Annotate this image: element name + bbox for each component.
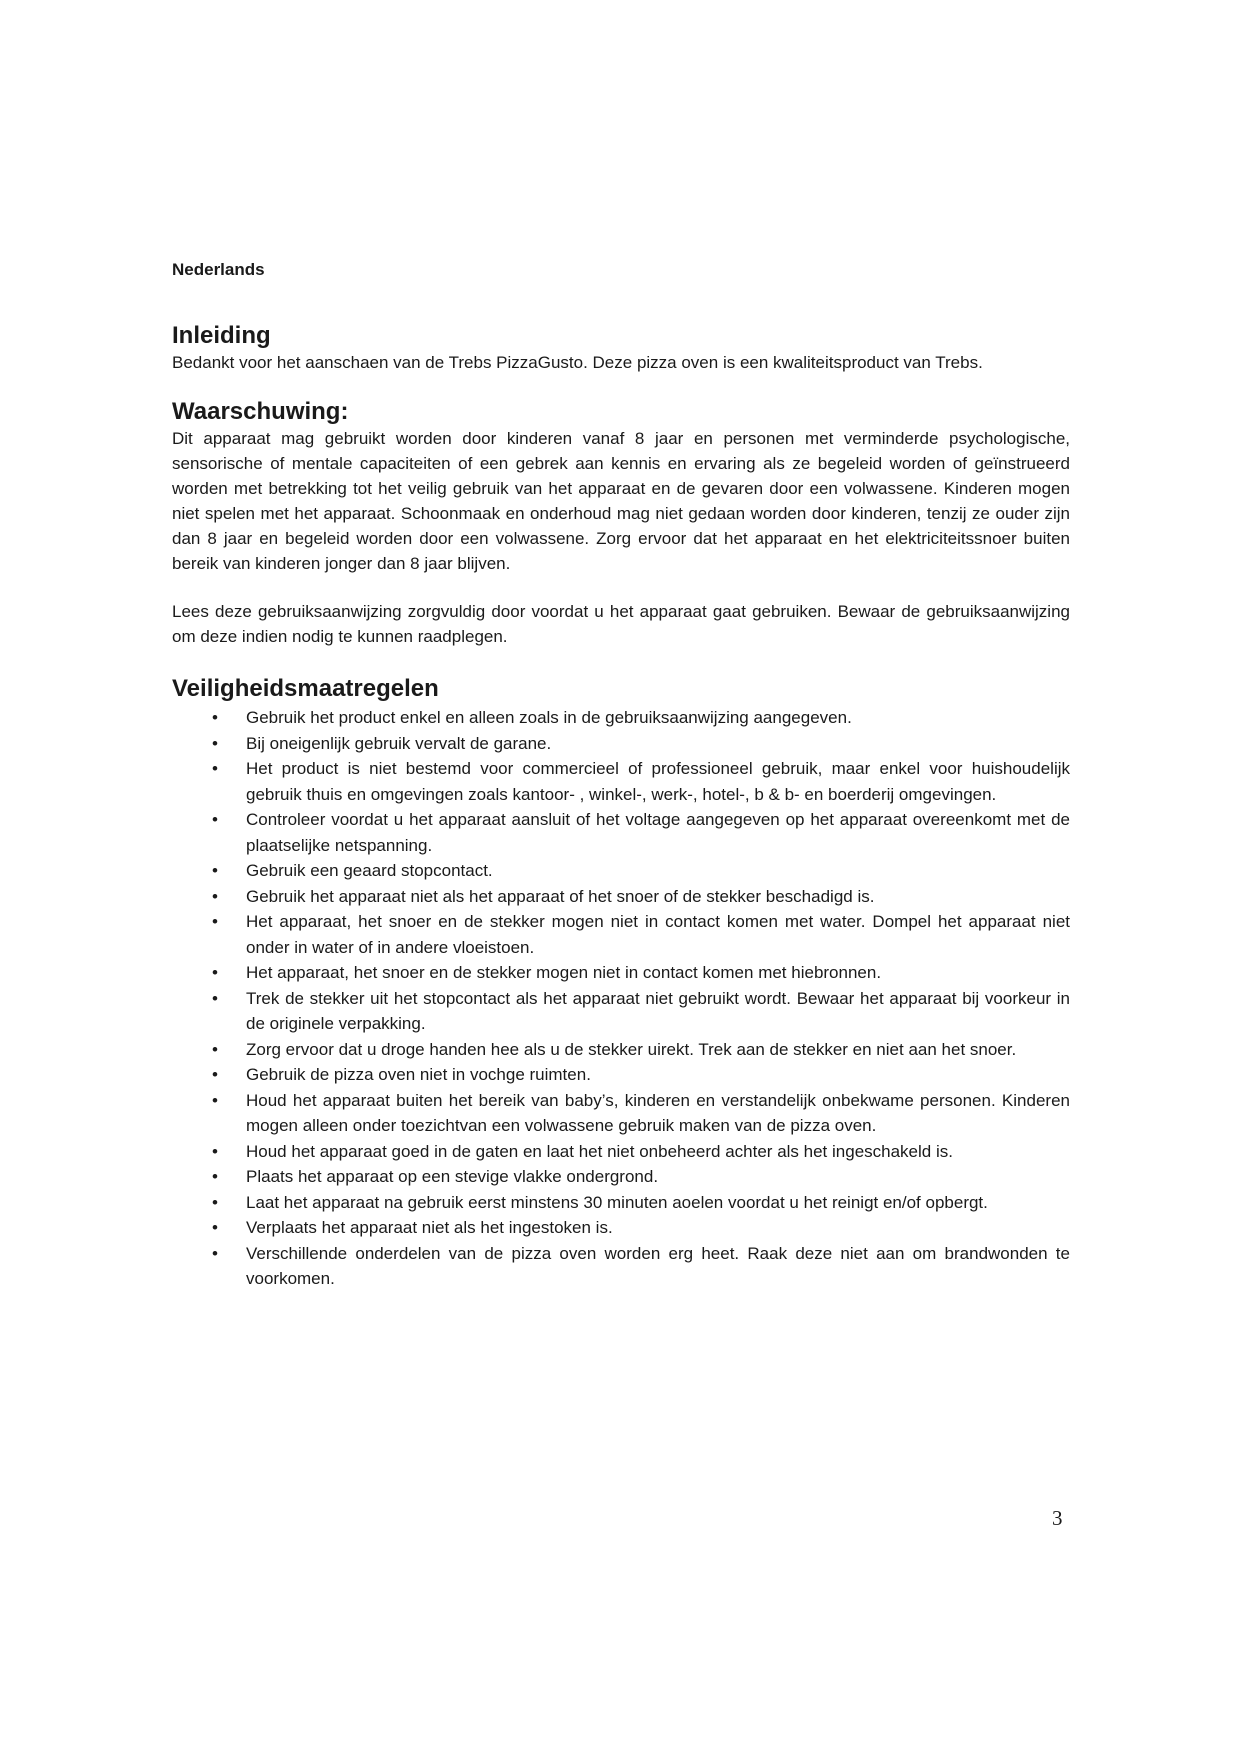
warning-heading: Waarschuwing: — [172, 398, 349, 425]
list-item — [172, 1190, 1070, 1216]
list-item — [172, 986, 1070, 1037]
safety-list — [172, 705, 1070, 1292]
warning-text: Dit apparaat mag gebruikt worden door kinderen vanaf 8 jaar en personen met verminderde psychologische, sensorische of mentale capaciteiten of een gebrek aan kennis en ervaring als ze begeleid worden of geïnstrueerd worden met betrekking tot het veilig gebruik van het apparaat en de gevaren door een volwassene. Kinderen mogen niet spelen met het apparaat. Schoonmaak en onderhoud mag niet gedaan worden door kinderen, tenzij ze ouder zijn dan 8 jaar en begeleid worden door een volwassene. Zorg ervoor dat het apparaat en het elektriciteitssnoer buiten bereik van kinderen jonger dan 8 jaar blijven. — [172, 429, 1070, 573]
bullet-icon: • — [212, 988, 218, 1008]
bullet-icon: • — [212, 733, 218, 753]
list-item-text: Gebruik de pizza oven niet in vochge ruimten. — [246, 1065, 591, 1084]
list-item-text: Het apparaat, het snoer en de stekker mogen niet in contact komen met water. Dompel het apparaat niet onder in water of in andere vloeistoen. — [246, 912, 1070, 957]
list-item — [172, 1215, 1070, 1241]
list-item — [172, 858, 1070, 884]
document-page — [172, 258, 1070, 1292]
list-item-text: Bij oneigenlijk gebruik vervalt de garane. — [246, 733, 552, 753]
list-item-text: Houd het apparaat goed in de gaten en laat het niet onbeheerd achter als het ingeschakeld is. — [246, 1141, 953, 1161]
list-item-text: Het apparaat, het snoer en de stekker mogen niet in contact komen met hiebronnen. — [246, 963, 882, 982]
list-item — [172, 1037, 1070, 1063]
bullet-icon: • — [212, 1039, 218, 1059]
list-item — [172, 731, 1070, 757]
list-item — [172, 1164, 1070, 1190]
list-item — [172, 960, 1070, 986]
bullet-icon: • — [212, 1218, 218, 1237]
list-item — [172, 1241, 1070, 1292]
list-item — [172, 909, 1070, 960]
bullet-icon: • — [212, 963, 218, 982]
bullet-icon: • — [212, 912, 218, 931]
list-item-text: Trek de stekker uit het stopcontact als het apparaat niet gebruikt wordt. Bewaar het apparaat bij voorkeur in de originele verpakking. — [246, 988, 1070, 1033]
list-item-text: Verplaats het apparaat niet als het ingestoken is. — [246, 1218, 613, 1237]
list-item — [172, 884, 1070, 910]
bullet-icon: • — [212, 1243, 218, 1263]
list-item — [172, 1139, 1070, 1165]
list-item — [172, 1062, 1070, 1088]
list-item-text: Gebruik het product enkel en alleen zoals in de gebruiksaanwijzing aangegeven. — [246, 708, 852, 727]
list-item-text: Laat het apparaat na gebruik eerst minstens 30 minuten aoelen voordat u het reinigt en/of opbergt. — [246, 1192, 988, 1212]
list-item-text: Verschillende onderdelen van de pizza oven worden erg heet. Raak deze niet aan om brandwonden te voorkomen. — [246, 1243, 1070, 1288]
list-item — [172, 1088, 1070, 1139]
list-item-text: Het product is niet bestemd voor commercieel of professioneel gebruik, maar enkel voor huishoudelijk gebruik thuis en omgevingen zoals kantoor- , winkel-, werk-, hotel-, b & b- en boerderij omgevingen. — [246, 759, 1070, 804]
language-label: Nederlands — [172, 260, 265, 279]
list-item — [172, 807, 1070, 858]
list-item — [172, 705, 1070, 731]
list-item-text: Zorg ervoor dat u droge handen hee als u de stekker uirekt. Trek aan de stekker en niet aan het snoer. — [246, 1039, 1017, 1059]
page-number: 3 — [1052, 1506, 1063, 1530]
bullet-icon: • — [212, 886, 218, 906]
bullet-icon: • — [212, 861, 218, 880]
bullet-icon: • — [212, 1090, 218, 1110]
read-instructions-text: Lees deze gebruiksaanwijzing zorgvuldig door voordat u het apparaat gaat gebruiken. Bewaar de gebruiksaanwijzing om deze indien nodig te kunnen raadplegen. — [172, 602, 1070, 646]
list-item-text: Houd het apparaat buiten het bereik van baby’s, kinderen en verstandelijk onbekwame personen. Kinderen mogen alleen onder toezichtvan een volwassene gebruik maken van de pizza oven. — [246, 1090, 1070, 1135]
intro-text: Bedankt voor het aanschaen van de Trebs PizzaGusto. Deze pizza oven is een kwaliteitsproduct van Trebs. — [172, 353, 983, 372]
bullet-icon: • — [212, 1065, 218, 1084]
list-item-text: Gebruik een geaard stopcontact. — [246, 861, 493, 880]
list-item — [172, 756, 1070, 807]
list-item-text: Gebruik het apparaat niet als het apparaat of het snoer of de stekker beschadigd is. — [246, 886, 875, 906]
bullet-icon: • — [212, 1141, 218, 1161]
bullet-icon: • — [212, 759, 218, 778]
bullet-icon: • — [212, 1167, 218, 1186]
bullet-icon: • — [212, 1192, 218, 1212]
bullet-icon: • — [212, 708, 218, 727]
list-item-text: Controleer voordat u het apparaat aansluit of het voltage aangegeven op het apparaat overeenkomt met de plaatselijke netspanning. — [246, 810, 1070, 855]
bullet-icon: • — [212, 810, 218, 829]
intro-heading: Inleiding — [172, 322, 271, 349]
safety-heading: Veiligheidsmaatregelen — [172, 675, 439, 702]
list-item-text: Plaats het apparaat op een stevige vlakke ondergrond. — [246, 1167, 659, 1186]
